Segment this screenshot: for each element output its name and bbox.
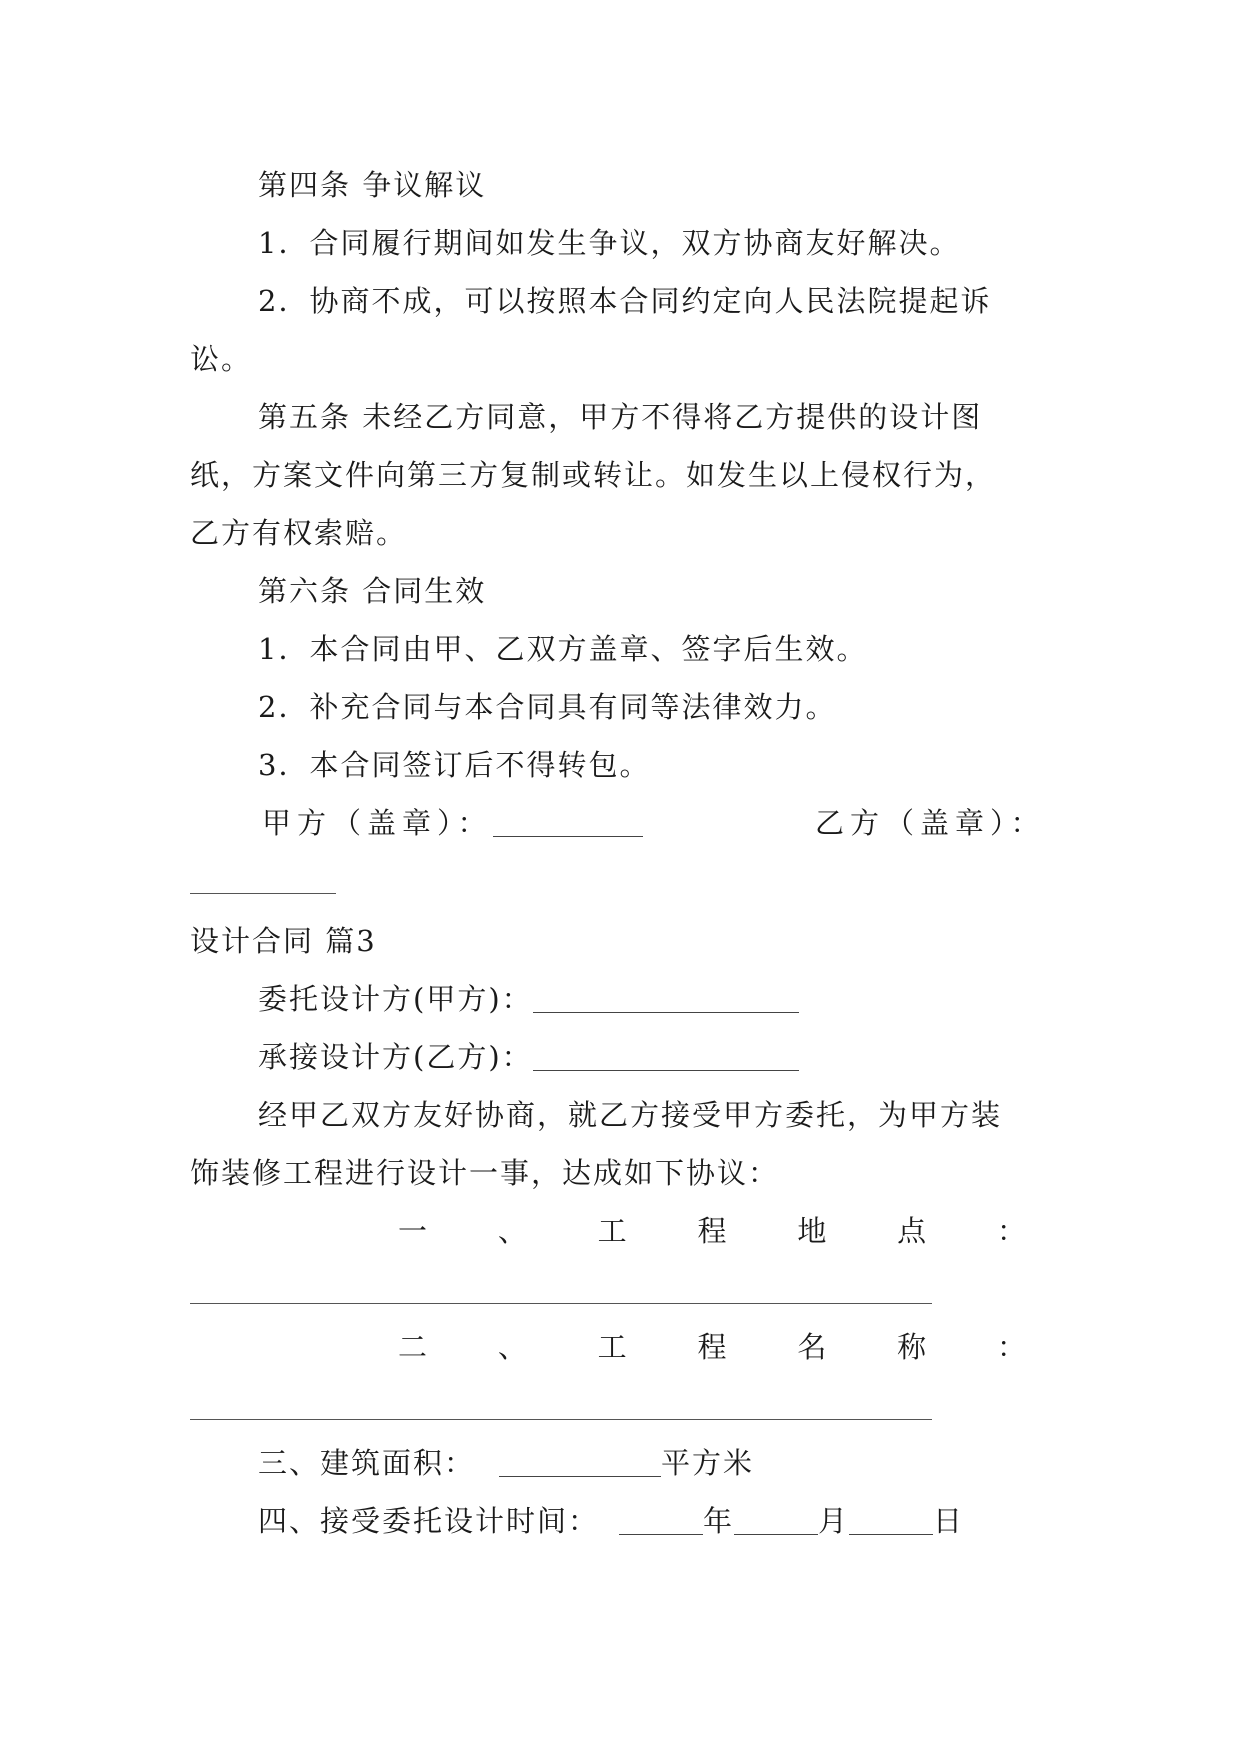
intro-line1: 经甲乙双方友好协商，就乙方接受甲方委托，为甲方装 [258, 1098, 1003, 1132]
char: 二 [398, 1330, 430, 1364]
article5-line1: 第五条 未经乙方同意，甲方不得将乙方提供的设计图 [258, 400, 983, 434]
party-a-label: 甲方（盖章）： [262, 806, 493, 840]
client-label: 委托设计方(甲方)： [258, 982, 533, 1016]
char: 名 [797, 1330, 829, 1364]
char: ： [996, 1330, 1028, 1364]
char: 程 [697, 1214, 729, 1248]
month-blank [734, 1504, 818, 1535]
party-b-blank [190, 893, 336, 894]
article6-title: 第六条 合同生效 [258, 574, 487, 608]
party-b-label: 乙方（盖章）： [815, 806, 1046, 840]
contractor-blank [533, 1040, 799, 1071]
day-blank [849, 1504, 933, 1535]
party-a-blank [493, 806, 643, 837]
project-location-label [398, 1211, 1028, 1251]
party-a-signature [262, 803, 643, 843]
char: 工 [597, 1330, 629, 1364]
char: 、 [497, 1214, 529, 1248]
article6-item2: 2．补充合同与本合同具有同等法律效力。 [258, 690, 837, 724]
article5-line3: 乙方有权索赔。 [190, 516, 408, 550]
building-area-row [258, 1443, 754, 1483]
day-label: 日 [933, 1504, 965, 1538]
section3-heading: 设计合同 篇3 [190, 924, 377, 958]
char: 一 [398, 1214, 430, 1248]
contractor-row [258, 1037, 799, 1077]
intro-line2: 饰装修工程进行设计一事，达成如下协议： [190, 1156, 780, 1190]
article5-line2: 纸，方案文件向第三方复制或转让。如发生以上侵权行为， [190, 458, 997, 492]
char: 地 [797, 1214, 829, 1248]
building-area-label: 三、建筑面积： [258, 1446, 476, 1480]
char: 点 [897, 1214, 929, 1248]
char: 、 [497, 1330, 529, 1364]
client-row [258, 979, 799, 1019]
char: 程 [697, 1330, 729, 1364]
article4-item2-line2: 讼。 [190, 342, 253, 376]
project-name-blank [190, 1419, 932, 1420]
project-location-blank [190, 1303, 932, 1304]
contractor-label: 承接设计方(乙方)： [258, 1040, 533, 1074]
article4-title: 第四条 争议解议 [258, 168, 487, 202]
article4-item1: 1．合同履行期间如发生争议，双方协商友好解决。 [258, 226, 961, 260]
year-label: 年 [703, 1504, 735, 1538]
month-label: 月 [818, 1504, 850, 1538]
char: 工 [597, 1214, 629, 1248]
design-time-label: 四、接受委托设计时间： [258, 1504, 600, 1538]
year-blank [619, 1504, 703, 1535]
building-area-unit: 平方米 [661, 1446, 755, 1480]
article6-item1: 1．本合同由甲、乙双方盖章、签字后生效。 [258, 632, 868, 666]
project-name-label [398, 1327, 1028, 1367]
client-blank [533, 982, 799, 1013]
building-area-blank [499, 1446, 661, 1477]
article6-item3: 3．本合同签订后不得转包。 [258, 748, 651, 782]
char: 称 [897, 1330, 929, 1364]
design-time-row [258, 1501, 964, 1541]
char: ： [996, 1214, 1028, 1248]
article4-item2-line1: 2．协商不成，可以按照本合同约定向人民法院提起诉 [258, 284, 992, 318]
